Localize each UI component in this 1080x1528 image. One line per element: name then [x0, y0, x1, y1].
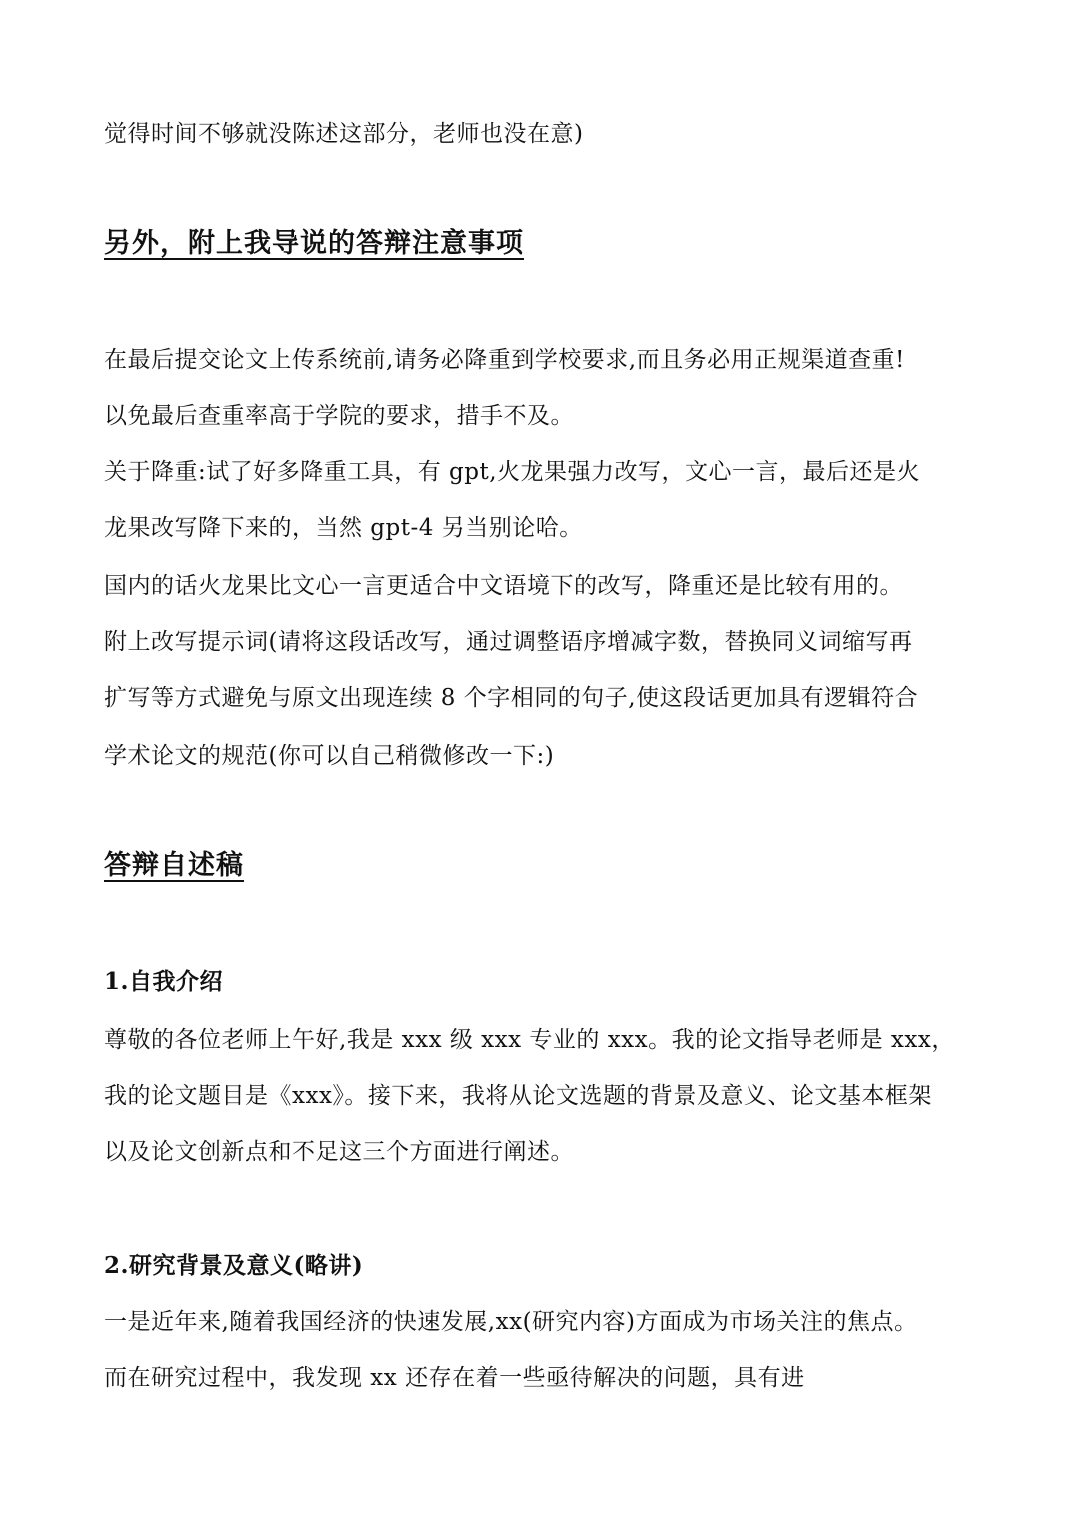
background-title: 2.研究背景及意义(略讲) [104, 1252, 364, 1279]
self-intro-line: 尊敬的各位老师上午好,我是 xxx 级 xxx 专业的 xxx。我的论文指导老师是 xxx， [104, 1027, 955, 1053]
notes-line: 国内的话火龙果比文心一言更适合中文语境下的改写，降重还是比较有用的。 [104, 573, 903, 599]
intro-line: 觉得时间不够就没陈述这部分，老师也没在意) [104, 121, 584, 147]
background-line: 一是近年来,随着我国经济的快速发展,xx(研究内容)方面成为市场关注的焦点。 [104, 1309, 918, 1335]
speech-heading: 答辩自述稿 [104, 850, 244, 881]
notes-line: 学术论文的规范(你可以自己稍微修改一下:) [104, 743, 555, 769]
notes-line: 龙果改写降下来的，当然 gpt-4 另当别论哈。 [104, 515, 583, 541]
notes-line: 扩写等方式避免与原文出现连续 8 个字相同的句子,使这段话更加具有逻辑符合 [104, 685, 919, 711]
notes-heading: 另外，附上我导说的答辩注意事项 [104, 228, 524, 259]
self-intro-title: 1.自我介绍 [104, 968, 224, 995]
notes-line: 以免最后查重率高于学院的要求，措手不及。 [104, 403, 574, 429]
notes-line: 在最后提交论文上传系统前,请务必降重到学校要求,而且务必用正规渠道查重! [104, 347, 905, 373]
self-intro-line: 我的论文题目是《xxx》。接下来，我将从论文选题的背景及意义、论文基本框架 [104, 1083, 932, 1109]
self-intro-line: 以及论文创新点和不足这三个方面进行阐述。 [104, 1139, 574, 1165]
notes-line: 关于降重:试了好多降重工具，有 gpt,火龙果强力改写，文心一言，最后还是火 [104, 459, 921, 485]
background-line: 而在研究过程中，我发现 xx 还存在着一些亟待解决的问题，具有进 [104, 1365, 805, 1391]
notes-line: 附上改写提示词(请将这段话改写，通过调整语序增减字数，替换同义词缩写再 [104, 629, 913, 655]
